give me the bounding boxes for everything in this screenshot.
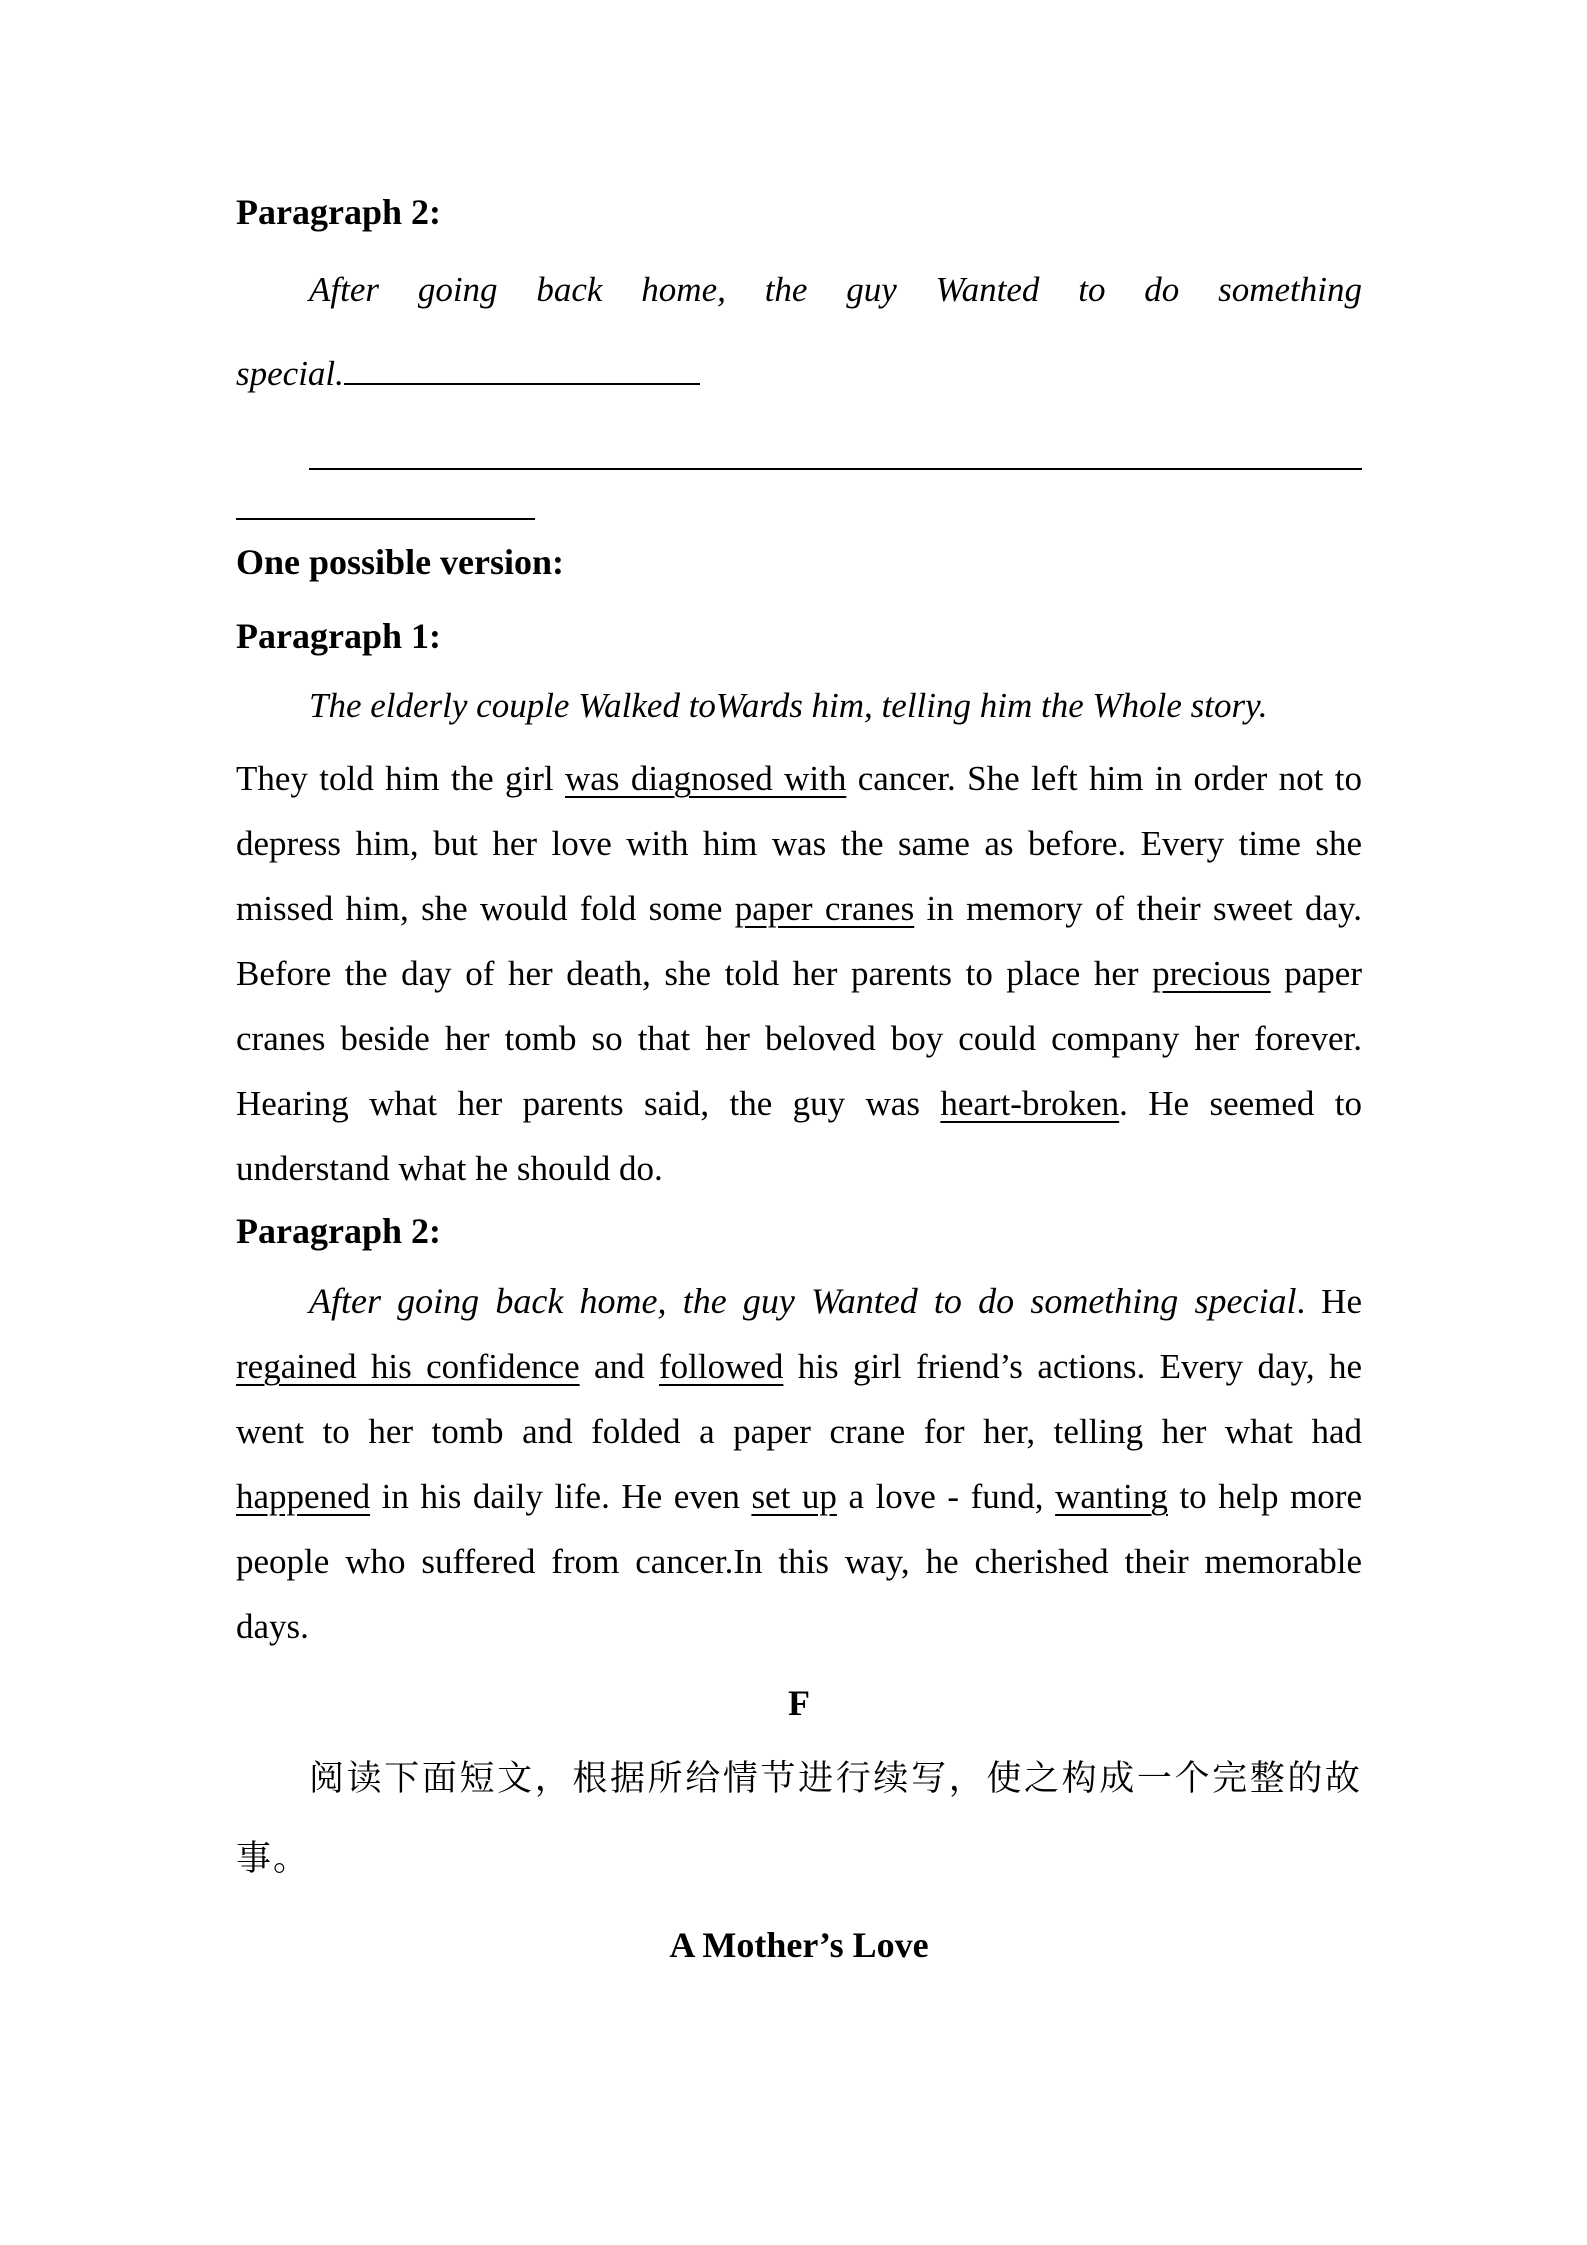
p1-underline-paper-cranes: paper cranes: [734, 889, 915, 928]
p2-text-2: his girl friend’s actions. Every day, he went to her tomb and folded a paper crane for her, telling her what had: [236, 1347, 1362, 1451]
p2-underline-wanting: wanting: [1055, 1477, 1168, 1516]
answer-blank-2[interactable]: [309, 428, 1362, 470]
p1-underline-heart-broken: heart-broken: [940, 1084, 1120, 1123]
answer-blank-3[interactable]: [236, 508, 535, 520]
p1-underline-precious: precious: [1152, 954, 1271, 993]
version-paragraph-1-heading: Paragraph 1:: [236, 616, 441, 656]
version-paragraph-1: [236, 746, 1362, 1201]
p2-underline-regained: regained his confidence: [236, 1347, 580, 1386]
p2-underline-happened: happened: [236, 1477, 371, 1516]
p1-text-2: cancer. She left him in order not to depress him, but her love with him was the same as before. Every time she missed him, she would fold some: [236, 759, 1362, 928]
prompt-intro-text-1: After going back home, the guy Wanted to do something: [309, 270, 1362, 309]
prompt-paragraph-2-heading: Paragraph 2:: [236, 192, 441, 232]
p2-text-5: to help more people who suffered from cancer.In this way, he cherished their memorable days.: [236, 1477, 1362, 1646]
p1-underline-diagnosed: was diagnosed with: [565, 759, 847, 798]
p1-text-4: paper cranes beside her tomb so that her beloved boy could company her forever. Hearing what her parents said, the guy was: [236, 954, 1362, 1123]
prompt-intro-line-1: [236, 260, 1362, 320]
version-p1-intro: The elderly couple Walked toWards him, telling him the Whole story.: [309, 686, 1268, 725]
section-f-instruction: 阅读下面短文，根据所给情节进行续写，使之构成一个完整的故事。: [236, 1759, 1362, 1879]
p2-text-4: a love - fund,: [836, 1477, 1056, 1516]
p2-text-1: and: [579, 1347, 659, 1386]
answer-blank-1[interactable]: [344, 353, 700, 385]
p2-underline-followed: followed: [658, 1347, 784, 1386]
p1-text-1: They told him the girl: [236, 759, 566, 798]
section-f-title: A Mother’s Love: [669, 1925, 929, 1965]
version-heading: One possible version:: [236, 542, 565, 582]
prompt-intro-text-2: special.: [236, 354, 344, 393]
document-page: [236, 190, 1362, 1967]
version-paragraph-2: [236, 1269, 1362, 1659]
p1-text-5: . He seemed to understand what he should do.: [236, 1084, 1362, 1188]
p2-intro: After going back home, the guy Wanted to do something special: [309, 1281, 1297, 1321]
p2-underline-set-up: set up: [751, 1477, 837, 1516]
p2-text-3: in his daily life. He even: [370, 1477, 752, 1516]
prompt-intro-line-2: [236, 344, 1362, 404]
p2-text-0: . He: [1296, 1282, 1362, 1321]
section-f-letter: F: [788, 1683, 810, 1723]
p1-text-3: in memory of their sweet day. Before the day of her death, she told her parents to place her: [236, 889, 1363, 993]
version-paragraph-2-heading: Paragraph 2:: [236, 1211, 441, 1251]
